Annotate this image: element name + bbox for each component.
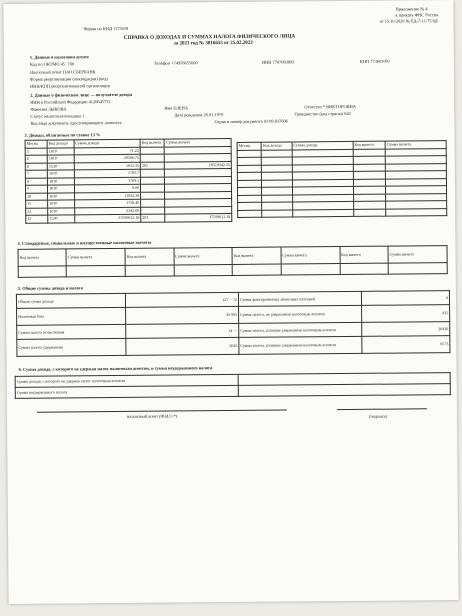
- income-table-left: [25, 138, 233, 223]
- table-cell: 12: [26, 215, 48, 223]
- appendix-line-1: Приложение № 4: [395, 6, 428, 12]
- col-deduction-amount-right: Сумма вычета: [385, 141, 446, 149]
- col-amount-2: Сумма вычета: [174, 247, 233, 265]
- agent-signature-line: [37, 410, 287, 413]
- table-cell: 1010: [47, 155, 73, 163]
- sec6-heading: 6. Сумма дохода, с которого не удержан налог налоговым агентом, и сумма неудержанного налога: [18, 365, 213, 372]
- table-cell: 18518342.35: [165, 161, 232, 169]
- sec1-heading: 1. Данные о налоговом агенте: [29, 54, 89, 60]
- col-code-3: Код вычета: [232, 247, 280, 264]
- col-code-4: Код вычета: [340, 246, 388, 263]
- table-row: [26, 213, 232, 222]
- surname: Фамилия ЗЫКОВА: [30, 106, 67, 112]
- col-deduction-code-right: Код вычета: [353, 141, 385, 149]
- id-doc-number: Серия и номер документа 03 08 837606: [214, 118, 288, 125]
- table-cell: 20566.75: [74, 154, 141, 162]
- appendix-line-3: от 15.10.2020 № ЕД-7-11/753@: [379, 18, 438, 24]
- document-subtitle: за 2021 год № 3816655 от 25.02.2022: [173, 40, 253, 47]
- col-amount-1: Сумма вычета: [66, 248, 125, 266]
- footer-agent-label: налоговый агент (Ф.И.О.*): [126, 413, 178, 419]
- table-cell: Сумма налога, излишне удержанная налоговым агентом: [239, 322, 362, 337]
- person-inn: ИНН в Российской Федерации 4126645752: [30, 99, 111, 105]
- table-cell: 11924.38: [74, 192, 141, 200]
- col-amount-4: Сумма вычета: [388, 246, 447, 264]
- table-cell: Сумма налога исчисленная: [17, 324, 126, 339]
- col-income-code-right: Код дохода: [261, 142, 292, 150]
- col-code-2: Код вычета: [125, 248, 173, 265]
- table-cell: 37599612.18: [74, 214, 141, 222]
- totals-table: [16, 290, 451, 357]
- table-cell: 10: [26, 193, 48, 201]
- table-cell: 1758.40: [74, 199, 141, 207]
- table-cell: 6: [25, 163, 47, 171]
- table-cell: 1010: [48, 170, 74, 178]
- col-month: Месяц: [25, 140, 47, 148]
- col-code-1: Код вычета: [18, 249, 66, 266]
- table-row: [18, 263, 447, 278]
- table-cell: 1010: [47, 147, 73, 155]
- table-cell: 201: [140, 162, 164, 170]
- agent-name: Налоговый агент ПАО СБЕРБАНК: [29, 69, 96, 75]
- table-cell: Сумма дохода, с которого не удержан налог налоговым агентом: [15, 374, 238, 387]
- table-cell: 20 993: [126, 306, 239, 324]
- birth-date: Дата рождения 26.01.1979: [174, 112, 224, 118]
- table-cell: 1530: [48, 215, 74, 223]
- id-doc-code: Код вида документа, удостоверяющего личность: [30, 119, 122, 126]
- footer-sign-label: (подпись): [368, 413, 388, 419]
- deductions-table: [18, 245, 448, 278]
- table-cell: 201: [141, 214, 165, 222]
- table-cell: 37599612.18: [165, 213, 232, 221]
- col-income-amount: Сумма дохода: [74, 139, 141, 147]
- signature-line: [337, 408, 427, 410]
- table-cell: 1010: [48, 185, 74, 193]
- table-cell: 7: [25, 170, 47, 178]
- table-cell: 11: [26, 200, 48, 208]
- oktmo: Код по ОКТМО 45 ·700: [29, 61, 75, 67]
- col-income-code: Код дохода: [47, 140, 73, 148]
- table-cell: Общая сумма дохода: [16, 293, 125, 308]
- col-income-amount-right: Сумма дохода: [292, 141, 353, 149]
- table-cell: 127 ·· 72: [125, 292, 238, 307]
- document-title: СПРАВКА О ДОХОДАХ И СУММАХ НАЛОГА ФИЗИЧЕСКОГО ЛИЦА: [123, 33, 296, 41]
- table-cell: 1010: [48, 200, 74, 208]
- table-cell: Сумма фиксированных авансовых платежей: [238, 291, 361, 306]
- table-cell: Сумма налога, не удержанная налоговым агентом: [239, 305, 362, 323]
- table-cell: 435: [362, 305, 450, 323]
- table-cell: 1010: [48, 192, 74, 200]
- unwithheld-table: [15, 372, 451, 399]
- table-cell: Сумма налога удержанная: [17, 338, 126, 356]
- table-cell: 5: [25, 148, 47, 156]
- table-cell: 12: [26, 208, 48, 216]
- sec5-heading: 5. Общие суммы дохода и налога: [17, 285, 83, 291]
- table-cell: 1010: [48, 207, 74, 215]
- table-cell: 14 ···: [126, 323, 239, 338]
- table-cell: 2043: [126, 337, 239, 355]
- patronymic: Отчество * ВИКТОРОВНА: [304, 103, 356, 110]
- table-cell: 1010: [48, 177, 74, 185]
- table-cell: Сумма налога, излишне удержанная налоговым агентом: [239, 336, 362, 354]
- table-cell: 71.22: [74, 147, 141, 155]
- table-cell: Налоговая база: [17, 307, 126, 325]
- agent-kpp: КПП 773601001: [359, 58, 391, 64]
- table-cell: 6573: [362, 336, 450, 354]
- reorg-form: Форма реорганизации (ликвидации) (код): [30, 76, 108, 82]
- col-amount-3: Сумма вычета: [281, 247, 340, 265]
- table-cell: 8: [25, 178, 47, 186]
- table-cell: 2342.00: [74, 207, 141, 215]
- table-cell: 0: [361, 291, 449, 306]
- sec2-heading: 2. Данные о физическом лице — получателе дохода: [30, 91, 132, 98]
- sec4-heading: 4. Стандартные, социальные и имущественные налоговые вычеты: [17, 239, 152, 246]
- col-month-right: Месяц: [237, 142, 261, 150]
- table-row: [17, 336, 450, 357]
- table-cell: Сумма неудержанного налога: [15, 385, 238, 398]
- table-cell: 20436: [362, 322, 450, 337]
- table-cell: 1769.1: [74, 177, 141, 185]
- table-cell: 6.00: [74, 184, 141, 192]
- tax-certificate-page: [3, 0, 458, 604]
- table-cell: 1783.7: [74, 169, 141, 177]
- appendix-line-2: к приказу ФНС России: [395, 12, 439, 18]
- col-deduction-amount: Сумма вычета: [164, 138, 231, 146]
- col-deduction-code: Код вычета: [140, 139, 164, 147]
- form-knd: Форма по КНД 1175018: [83, 25, 129, 32]
- agent-phone: Телефон +74956655600: [153, 60, 198, 66]
- table-cell: 6: [25, 155, 47, 163]
- table-row: [238, 208, 447, 217]
- taxpayer-status: Статус налогоплательщика 1: [30, 113, 85, 119]
- agent-inn: ИНН 7707083893: [261, 59, 295, 65]
- citizenship: Гражданство (код страны) 643: [294, 110, 351, 117]
- reorg-inn: ИНН/КПП реорганизованной организации: [30, 83, 111, 89]
- table-cell: 9: [25, 185, 47, 193]
- sec3-heading: 3. Доходы, облагаемые по ставке 13 %: [24, 132, 101, 138]
- given-name: Имя ЕЛЕНА: [164, 105, 189, 111]
- income-table-right: [237, 140, 448, 218]
- table-cell: 1832.35: [74, 162, 141, 170]
- table-cell: 1530: [47, 162, 73, 170]
